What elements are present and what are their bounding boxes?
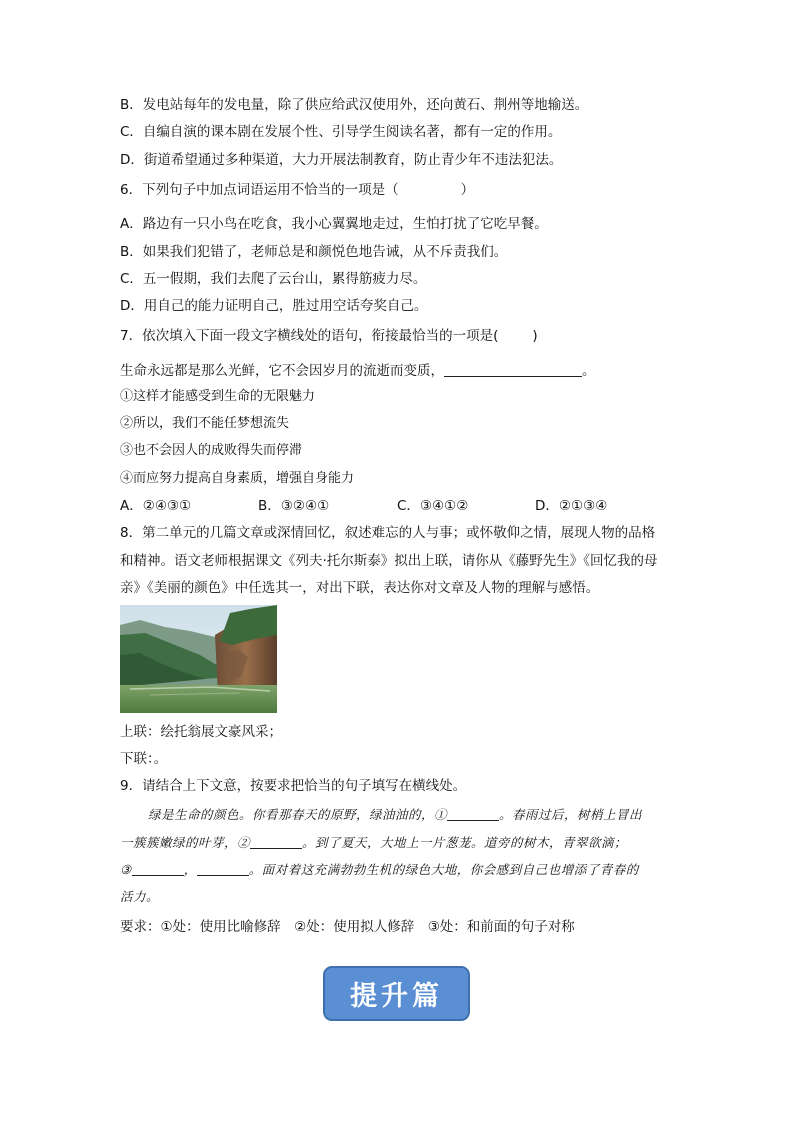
q9-blank-3a[interactable]: [132, 862, 184, 876]
q9-blank-1[interactable]: [447, 807, 499, 821]
q9-p1a: 绿是生命的颜色。你看那春天的原野，绿油油的，①: [148, 807, 448, 822]
q9-p1b: 。春雨过后，树梢上冒出: [499, 807, 643, 822]
q8-stem-line-3: 亲》《美丽的颜色》中任选其一，对出下联，表达你对文章及人物的理解与感悟。: [120, 580, 600, 596]
q9-passage-line-3: [120, 861, 639, 879]
q7-item-3: ③也不会因人的成败得失而停滞: [120, 443, 303, 458]
q8-lower-couplet[interactable]: 下联：。: [120, 751, 168, 767]
q9-passage-line-1: [148, 806, 642, 824]
q7-item-4: ④而应努力提高自身素质，增强自身能力: [120, 471, 355, 486]
q9-requirements: 要求：①处：使用比喻修辞 ②处：使用拟人修辞 ③处：和前面的句子对称: [120, 919, 575, 935]
q7-passage-text: 生命永远都是那么光鲜，它不会因岁月的流逝而变质，: [120, 363, 444, 379]
q8-stem-line-2: 和精神。语文老师根据课文《列夫·托尔斯泰》拟出上联，请你从《藤野先生》《回忆我的母: [120, 553, 658, 569]
q6-stem-text: 6．下列句子中加点词语运用不恰当的一项是（: [120, 182, 399, 198]
section-badge-label: 提升篇: [350, 981, 443, 1012]
q5-option-c: C．自编自演的课本剧在发展个性、引导学生阅读名著，都有一定的作用。: [120, 124, 562, 140]
q8-stem-line-1: 8．第二单元的几篇文章或深情回忆，叙述难忘的人与事；或怀敬仰之情，展现人物的品格: [120, 525, 656, 541]
q7-fill-blank[interactable]: [444, 363, 582, 377]
q7-stem-text: 7．依次填入下面一段文字横线处的语句，衔接最恰当的一项是(: [120, 328, 499, 344]
q6-option-c: C．五一假期，我们去爬了云台山，累得筋疲力尽。: [120, 271, 427, 287]
section-badge: [323, 966, 470, 1021]
q9-p3b: ，: [183, 862, 197, 877]
q9-blank-3b[interactable]: [197, 862, 249, 876]
q7-passage-end: 。: [582, 363, 596, 379]
q9-blank-2[interactable]: [250, 835, 302, 849]
q7-paren-close: ): [532, 328, 538, 344]
q7-item-1: ①这样才能感受到生命的无限魅力: [120, 389, 316, 404]
q9-p3a: ③: [120, 862, 132, 877]
q6-option-b: B．如果我们犯错了，老师总是和颜悦色地告诫，从不斥责我们。: [120, 244, 508, 260]
q7-option-d: D．②①③④: [535, 498, 608, 514]
q6-stem: [120, 181, 474, 199]
q9-passage-line-2: [120, 834, 627, 852]
q9-passage-line-4: 活力。: [120, 889, 160, 904]
q7-passage: [120, 362, 596, 380]
q7-option-c: C．③④①②: [397, 498, 469, 514]
q9-p3c: 。面对着这充满勃勃生机的绿色大地，你会感到自己也增添了青春的: [248, 862, 639, 877]
river-gorge-photo: [120, 605, 277, 713]
q6-option-d: D．用自己的能力证明自己，胜过用空话夸奖自己。: [120, 298, 428, 314]
q6-paren-close: ）: [460, 182, 475, 198]
q9-p2a: 一簇簇嫩绿的叶芽，②: [120, 835, 251, 850]
q5-option-d: D．街道希望通过多种渠道，大力开展法制教育，防止青少年不违法犯法。: [120, 152, 563, 168]
q7-option-b: B．③②④①: [258, 498, 330, 514]
q7-item-2: ②所以，我们不能任梦想流失: [120, 416, 290, 431]
q9-p2b: 。到了夏天，大地上一片葱茏。道旁的树木，青翠欲滴；: [302, 835, 628, 850]
q7-option-a: A．②④③①: [120, 498, 192, 514]
q8-upper-couplet: 上联：绘托翁展文豪风采；: [120, 724, 282, 740]
q5-option-b: B．发电站每年的发电量，除了供应给武汉使用外，还向黄石、荆州等地输送。: [120, 97, 589, 113]
q7-stem: [120, 327, 538, 345]
q6-option-a: A．路边有一只小鸟在吃食，我小心翼翼地走过，生怕打扰了它吃早餐。: [120, 216, 548, 232]
q9-stem: 9．请结合上下文意，按要求把恰当的句子填写在横线处。: [120, 778, 467, 794]
